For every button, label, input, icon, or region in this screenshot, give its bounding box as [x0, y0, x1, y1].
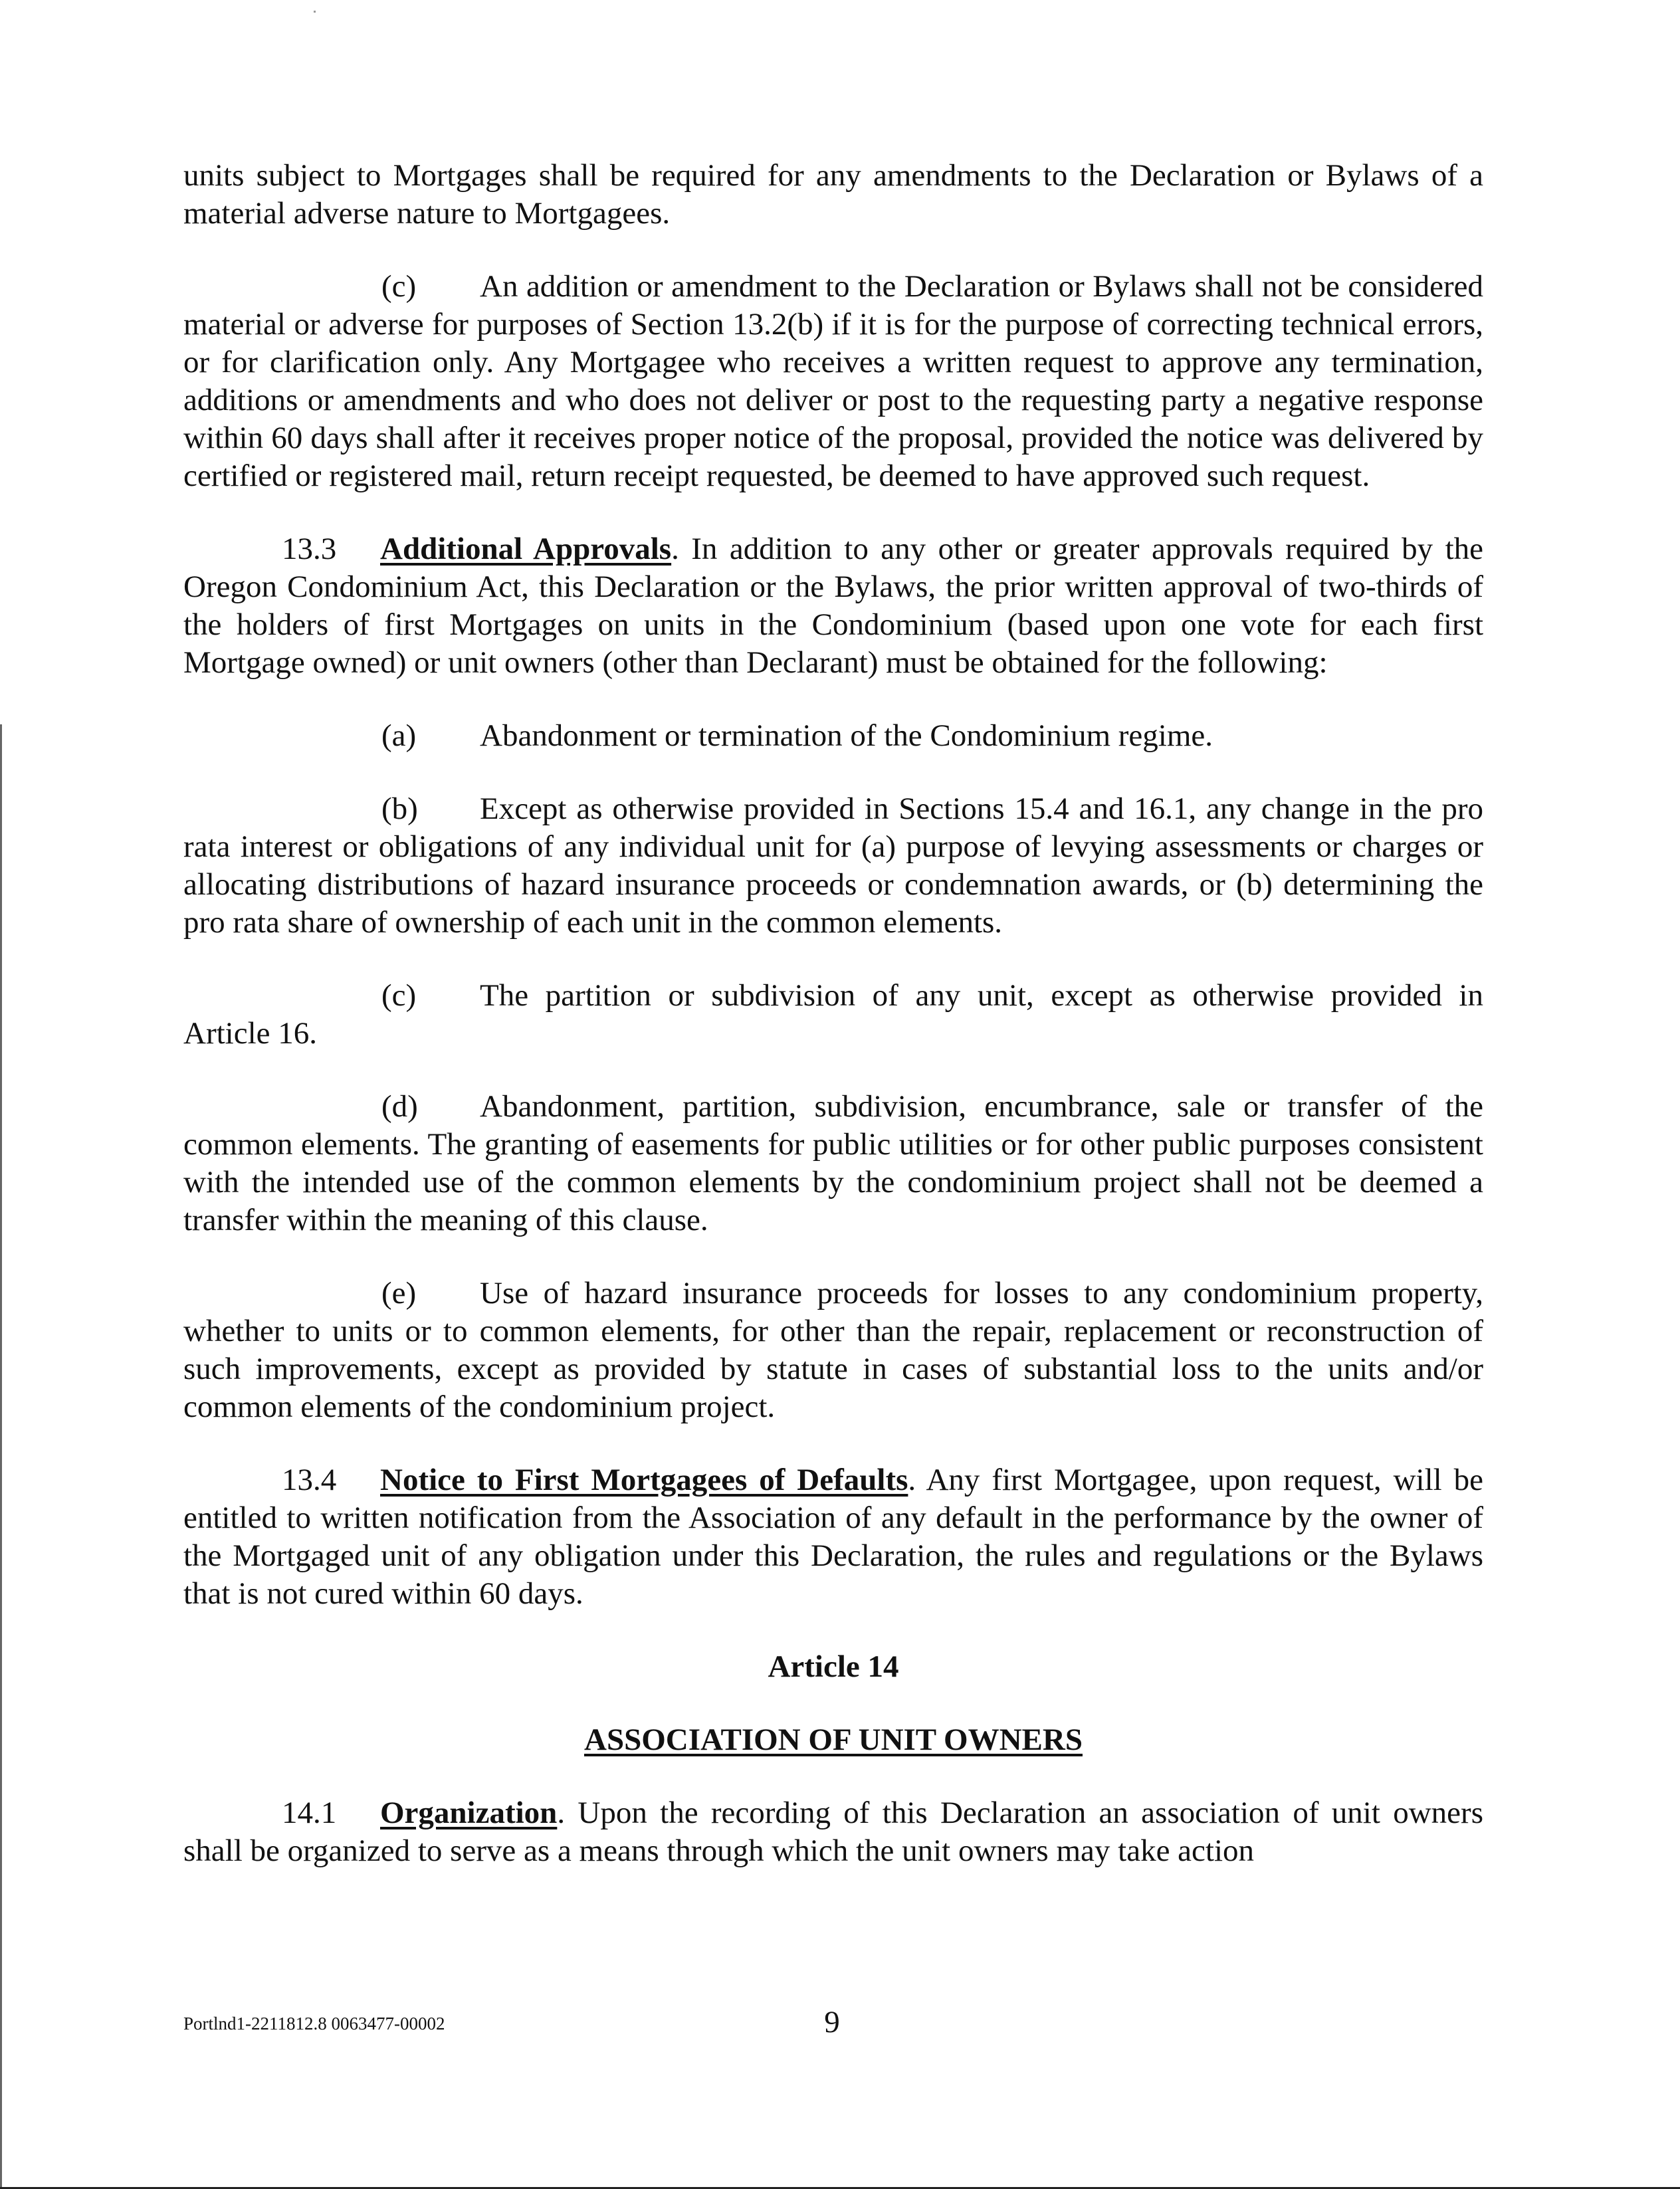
section-13-2-c: [183, 268, 1483, 495]
document-body: [183, 157, 1483, 1905]
section-13-3-a: [183, 717, 1483, 755]
section-13-3-c: [183, 977, 1483, 1053]
section-13-3-b: [183, 790, 1483, 942]
item-label: (e): [381, 1276, 417, 1310]
item-label: (c): [381, 978, 417, 1013]
item-label: (b): [381, 791, 418, 826]
section-number: 13.3: [282, 532, 337, 566]
section-text: . In addition to any other or greater approvals required by the Oregon Condominium Act, this Declaration or the Bylaws, the prior written approval of two-thirds of the holders of first Mortgages on units in the Condominium (based upon one vote for each first Mortgage owned) or unit owners (other than Declarant) must be obtained for the following:: [183, 532, 1483, 680]
continuation-paragraph: units subject to Mortgages shall be required for any amendments to the Declaration or Bylaws of a material adverse nature to Mortgagees.: [183, 158, 1483, 231]
scan-left-edge: [0, 724, 2, 2189]
section-text: . Upon the recording of this Declaration an association of unit owners shall be organized to serve as a means through which the unit owners may take action: [183, 1796, 1483, 1868]
section-13-3-d: [183, 1088, 1483, 1239]
item-text: Abandonment or termination of the Condominium regime.: [480, 718, 1213, 753]
item-text: An addition or amendment to the Declaration or Bylaws shall not be considered material or adverse for purposes of Section 13.2(b) if it is for the purpose of correcting technical errors, or for clarification only. Any Mortgagee who receives a written request to approve any termination, additions or amendments and who does not deliver or post to the requesting party a negative response within 60 days shall after it receives proper notice of the proposal, provided the notice was delivered by certified or registered mail, return receipt requested, be deemed to have approved such request.: [183, 269, 1483, 493]
item-label: (a): [381, 718, 417, 753]
section-13-3-e: [183, 1275, 1483, 1426]
article-heading: Article 14: [768, 1649, 899, 1684]
item-first-line: [381, 977, 1483, 1015]
section-title: Additional Approvals: [380, 532, 672, 566]
section-13-3: [183, 530, 1483, 682]
section-14-1: [183, 1794, 1483, 1870]
section-number: 14.1: [282, 1796, 337, 1830]
article-title: ASSOCIATION OF UNIT OWNERS: [584, 1722, 1083, 1757]
footer-document-id: Portlnd1-2211812.8 0063477-00002: [183, 2014, 445, 2033]
section-13-4: [183, 1461, 1483, 1613]
item-text: Use of hazard insurance proceeds for losses to any condominium property, whether to units or to common elements, for other than the repair, replacement or reconstruction of such improvements, except as provided by statute in cases of substantial loss to the units and/or common elements of the condominium project.: [183, 1276, 1483, 1424]
item-label: (c): [381, 269, 417, 304]
scan-speck: [314, 11, 316, 13]
section-title: Organization: [380, 1796, 558, 1830]
section-text: . Any first Mortgagee, upon request, will be entitled to written notification from the Association of any default in the performance by the owner of the Mortgaged unit of any obligation under this Declaration, the rules and regulations or the Bylaws that is not cured within 60 days.: [183, 1463, 1483, 1611]
item-text: The partition or subdivision of any unit, except as otherwise provided in: [480, 978, 1483, 1013]
section-title: Notice to First Mortgagees of Defaults: [380, 1463, 908, 1497]
item-text: Abandonment, partition, subdivision, encumbrance, sale or transfer of the common elements. The granting of easements for public utilities or for other public purposes consistent with the intended use of the common elements by the condominium project shall not be deemed a transfer within the meaning of this clause.: [183, 1089, 1483, 1237]
item-text: Except as otherwise provided in Sections 15.4 and 16.1, any change in the pro rata interest or obligations of any individual unit for (a) purpose of levying assessments or charges or allocating distributions of hazard insurance proceeds or condemnation awards, or (b) determining the pro rata share of ownership of each unit in the common elements.: [183, 791, 1483, 940]
item-label: (d): [381, 1089, 418, 1124]
page-number: 9: [824, 2005, 840, 2039]
section-number: 13.4: [282, 1463, 337, 1497]
item-continuation: Article 16.: [183, 1016, 317, 1051]
